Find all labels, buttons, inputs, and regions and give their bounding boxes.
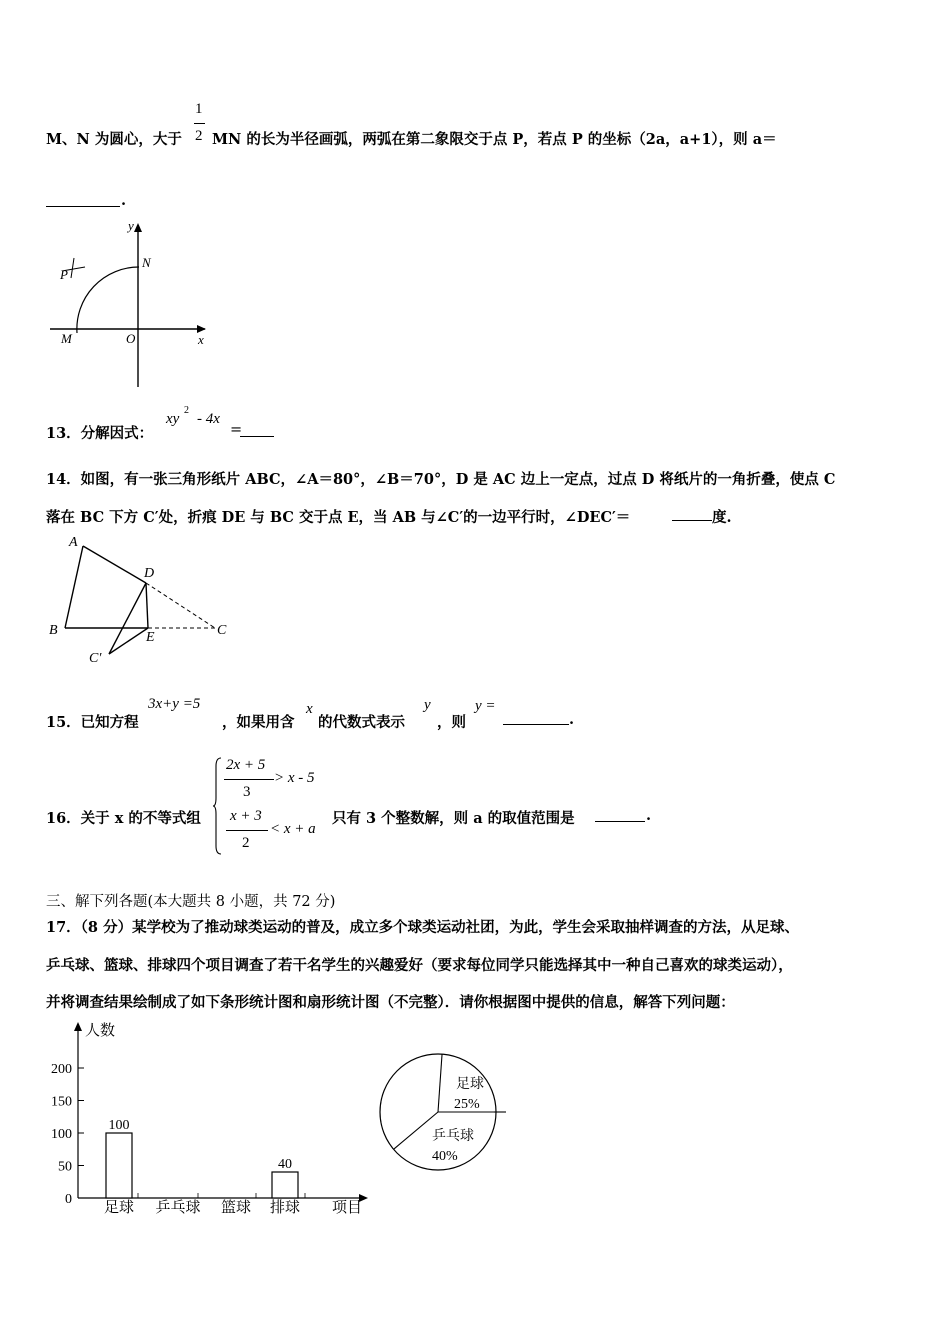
pie-slice-label-football: 足球 bbox=[456, 1076, 484, 1092]
q16-bar1 bbox=[224, 779, 274, 780]
q12-frac-bar bbox=[194, 123, 205, 124]
q13-expr-b: - 4x bbox=[197, 411, 220, 427]
bar-ytick-label: 150 bbox=[51, 1094, 72, 1110]
q14-answer-blank[interactable] bbox=[672, 520, 712, 521]
label-d: D bbox=[144, 566, 155, 581]
q15-text1: ，如果用含 bbox=[222, 714, 295, 731]
crease-de bbox=[146, 583, 148, 628]
label-c-prime: C′ bbox=[89, 651, 102, 666]
bar-ytick-label: 0 bbox=[65, 1192, 72, 1207]
q15-end: . bbox=[569, 711, 575, 728]
label-m: M bbox=[61, 331, 72, 346]
section-title: 三、解下列各题(本大题共 8 小题，共 72 分) bbox=[46, 894, 336, 910]
q17-line3: 并将调查结果绘制成了如下条形统计图和扇形统计图（不完整）．请你根据图中提供的信息，解答下列问题： bbox=[46, 994, 735, 1011]
label-c: C bbox=[217, 623, 227, 638]
q12-frac-den: 2 bbox=[195, 128, 203, 144]
arc-mark-p2 bbox=[71, 258, 74, 278]
q14-figure bbox=[45, 528, 245, 668]
bar-category-label: 足球 bbox=[103, 1198, 135, 1216]
label-p: P bbox=[60, 267, 68, 282]
q16-text: 只有 3 个整数解，则 a 的取值范围是 bbox=[332, 810, 575, 827]
y-axis-arrow bbox=[134, 223, 142, 232]
q13-expr-a: xy bbox=[166, 411, 180, 427]
bar-y-arrow bbox=[74, 1022, 82, 1031]
q15-equation: 3x+y =5 bbox=[148, 696, 201, 712]
side-dc2 bbox=[109, 583, 146, 654]
q12-figure bbox=[40, 215, 220, 393]
q12-answer-blank[interactable] bbox=[46, 206, 120, 207]
arc-from-m bbox=[77, 267, 139, 333]
side-ad bbox=[83, 546, 146, 583]
bar-category-label: 排球 bbox=[269, 1198, 301, 1216]
bar-ylabel: 人数 bbox=[85, 1021, 116, 1039]
q13-label: 13．分解因式： bbox=[46, 425, 154, 442]
label-y: y bbox=[128, 218, 134, 233]
label-o: O bbox=[126, 331, 136, 346]
q14-line2a: 落在 BC 下方 C′处，折痕 DE 与 BC 交于点 E，当 AB 与∠C′的一边平行时，∠DEC′＝ bbox=[46, 509, 631, 526]
bar-ytick-label: 100 bbox=[51, 1127, 72, 1142]
label-b: B bbox=[49, 623, 58, 638]
bar-category-label: 篮球 bbox=[220, 1198, 252, 1216]
q13-eq: = bbox=[230, 422, 243, 438]
q13-expr-sup: 2 bbox=[184, 405, 189, 416]
q16-bar2 bbox=[226, 830, 268, 831]
bar-0 bbox=[106, 1133, 132, 1198]
q15-yeq: y = bbox=[475, 698, 496, 714]
q15-y: y bbox=[424, 697, 431, 713]
bar-3 bbox=[272, 1172, 298, 1198]
bar-value-label: 40 bbox=[278, 1157, 292, 1172]
side-ec2 bbox=[109, 628, 148, 654]
q15-text2: 的代数式表示 bbox=[318, 714, 405, 731]
q14-line2b: 度. bbox=[712, 509, 732, 526]
bar-chart bbox=[40, 1018, 380, 1223]
q15-answer-blank[interactable] bbox=[503, 724, 569, 725]
q14-line1: 14．如图，有一张三角形纸片 ABC，∠A＝80°，∠B＝70°，D 是 AC 边上一定点，过点 D 将纸片的一角折叠，使点 C bbox=[46, 471, 836, 488]
q16-num2: x + 3 bbox=[230, 808, 262, 824]
pie-slice-value-football: 25% bbox=[454, 1097, 480, 1112]
q16-rel1: > x - 5 bbox=[274, 770, 315, 786]
q15-x: x bbox=[306, 701, 313, 717]
q16-rel2: < x + a bbox=[270, 821, 316, 837]
pie-chart bbox=[372, 1046, 512, 1181]
fold-dc bbox=[146, 583, 215, 628]
side-ab bbox=[65, 546, 83, 628]
label-a: A bbox=[69, 535, 78, 550]
q16-den2: 2 bbox=[242, 835, 250, 851]
bar-value-label: 100 bbox=[108, 1118, 130, 1133]
q12-prefix: M、N 为圆心，大于 bbox=[46, 131, 182, 148]
q16-brace bbox=[212, 756, 222, 856]
q16-den1: 3 bbox=[243, 784, 251, 800]
q17-line1: 17．（8 分）某学校为了推动球类运动的普及，成立多个球类运动社团，为此，学生会采取抽样调查的方法，从足球、 bbox=[46, 919, 800, 936]
label-x: x bbox=[198, 332, 204, 347]
q15-label: 15．已知方程 bbox=[46, 714, 139, 731]
q16-num1: 2x + 5 bbox=[226, 757, 266, 773]
q12-rest: MN 的长为半径画弧，两弧在第二象限交于点 P，若点 P 的坐标（2a，a+1），则 a＝ bbox=[212, 131, 777, 148]
q16-label: 16．关于 x 的不等式组 bbox=[46, 810, 201, 827]
q15-text3: ，则 bbox=[437, 714, 466, 731]
q12-end: . bbox=[121, 192, 127, 209]
pie-slice-label-pingpong: 乒乓球 bbox=[432, 1128, 474, 1144]
pie-slice-value-pingpong: 40% bbox=[432, 1149, 458, 1164]
bar-ytick-label: 200 bbox=[51, 1062, 72, 1077]
label-n: N bbox=[142, 255, 151, 270]
q13-answer-blank[interactable] bbox=[240, 436, 274, 437]
bar-ytick-label: 50 bbox=[58, 1159, 72, 1175]
bar-xlabel: 项目 bbox=[332, 1198, 363, 1216]
q17-line2: 乒乓球、篮球、排球四个项目调查了若干名学生的兴趣爱好（要求每位同学只能选择其中一种自己喜欢的球类运动）， bbox=[46, 957, 793, 974]
q16-answer-blank[interactable] bbox=[595, 821, 645, 822]
bar-category-label: 乒乓球 bbox=[155, 1198, 201, 1216]
label-e: E bbox=[146, 630, 155, 645]
q16-end: . bbox=[646, 807, 652, 824]
q12-frac-num: 1 bbox=[195, 101, 203, 117]
